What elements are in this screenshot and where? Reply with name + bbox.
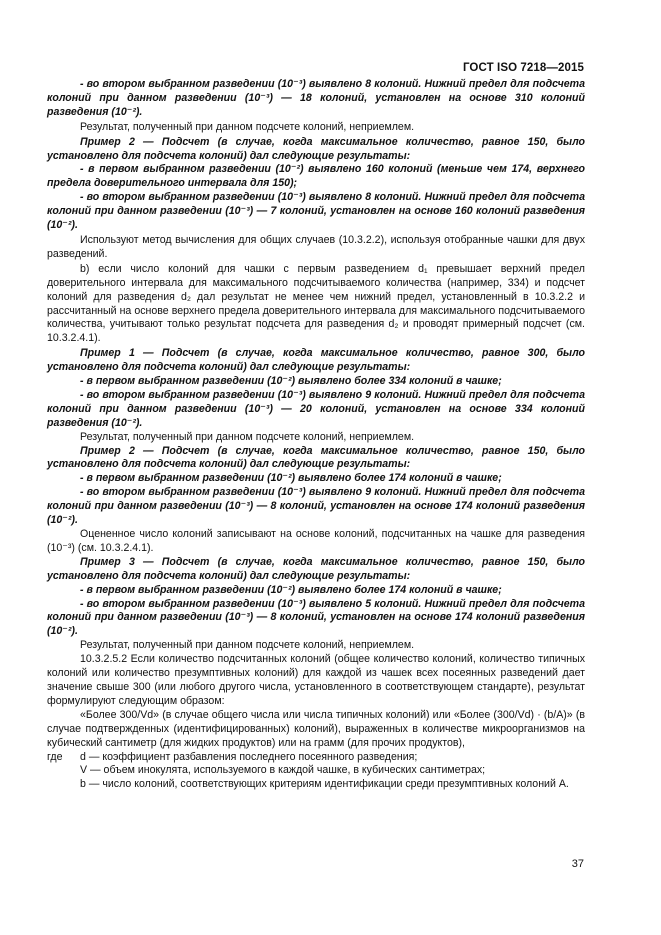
where-label: где <box>47 750 63 763</box>
paragraph-21: «Более 300/Vd» (в случае общего числа или числа типичных колоний) или «Более (300/Vd) · (b/A)» (в случае подтвержденных (идентифицированных) колоний), выраженных в количестве микроорганизмов на кубический сантиметр (для жидких продуктов) или на грамм (для прочих продуктов), <box>47 708 585 749</box>
paragraph-15: Оцененное число колоний записывают на основе колоний, подсчитанных на чашке для разведения (10⁻³) (см. 10.3.2.4.1). <box>47 528 585 554</box>
paragraph-1: - во втором выбранном разведении (10⁻³) выявлено 8 колоний. Нижний предел для подсчета колоний при данном разведении (10⁻³) — 18 колоний, установлен на основе 310 колоний разведения (10⁻²). <box>47 78 585 118</box>
paragraph-19: Результат, полученный при данном подсчете колоний, неприемлем. <box>80 639 415 652</box>
paragraph-7: b) если число колоний для чашки с первым разведением d₁ превышает верхний предел доверительного интервала для максимального подсчитываемого количества (например, 334) и подсчет колоний для разведения d₂ дал результат не менее чем нижний предел, установленный в 10.3.2.2 и рассчитанный на основе верхнего предела доверительного интервала для максимального подсчитываемого количества, учитывают только результат подсчета для разведения d₂ и проводят примерный подсчет (см. 10.3.2.4.1). <box>47 262 585 345</box>
paragraph-12: Пример 2 — Подсчет (в случае, когда максимальное количество, равное 150, было установлено для подсчета колоний) дал следующие результаты: <box>47 444 585 471</box>
paragraph-8: Пример 1 — Подсчет (в случае, когда максимальное количество, равное 300, было установлено для подсчета колоний) дал следующие результаты: <box>47 347 585 374</box>
paragraph-18: - во втором выбранном разведении (10⁻³) выявлено 5 колоний. Нижний предел для подсчета колоний при данном разведении (10⁻³) — 8 колоний, установлен на основе 174 колоний разведения (10⁻²). <box>47 597 585 638</box>
paragraph-10: - во втором выбранном разведении (10⁻³) выявлено 9 колоний. Нижний предел для подсчета колоний при данном разведении (10⁻³) — 20 колоний, установлен на основе 334 колоний разведения (10⁻²). <box>47 388 585 429</box>
paragraph-2: Результат, полученный при данном подсчете колоний, неприемлем. <box>80 120 415 133</box>
where-item-v: V — объем инокулята, используемого в каждой чашке, в кубических сантиметрах; <box>80 764 486 777</box>
where-block <box>47 751 585 765</box>
document-code: ГОСТ ISO 7218—2015 <box>462 62 584 74</box>
paragraph-11: Результат, полученный при данном подсчете колоний, неприемлем. <box>80 430 415 443</box>
paragraph-20: 10.3.2.5.2 Если количество подсчитанных колоний (общее количество колоний, количество типичных колоний или количество презумптивных колоний) для каждой из чашек всех посеянных разведений дает значение свыше 300 (или любого другого числа, установленного в соответствующем стандарте), результат формулируют следующим образом: <box>47 653 585 707</box>
page-number: 37 <box>571 858 584 870</box>
paragraph-9: - в первом выбранном разведении (10⁻²) выявлено более 334 колоний в чашке; <box>80 375 502 388</box>
paragraph-5: - во втором выбранном разведении (10⁻³) выявлено 8 колоний. Нижний предел для подсчета колоний при данном разведении (10⁻³) — 7 колоний, установлен на основе 160 колоний разведения (10⁻²). <box>47 191 585 232</box>
paragraph-16: Пример 3 — Подсчет (в случае, когда максимальное количество, равное 150, было установлено для подсчета колоний) дал следующие результаты: <box>47 555 585 582</box>
document-body <box>47 78 585 792</box>
where-item-b: b — число колоний, соответствующих критериям идентификации среди презумптивных колоний A. <box>80 778 569 791</box>
paragraph-13: - в первом выбранном разведении (10⁻²) выявлено более 174 колоний в чашке; <box>80 472 502 485</box>
paragraph-17: - в первом выбранном разведении (10⁻²) выявлено более 174 колоний в чашке; <box>80 583 502 596</box>
paragraph-3: Пример 2 — Подсчет (в случае, когда максимальное количество, равное 150, было установлено для подсчета колоний) дал следующие результаты: <box>47 135 585 162</box>
paragraph-6: Используют метод вычисления для общих случаев (10.3.2.2), используя отобранные чашки для двух разведений. <box>47 233 585 260</box>
paragraph-14: - во втором выбранном разведении (10⁻³) выявлено 9 колоний. Нижний предел для подсчета колоний при данном разведении (10⁻³) — 8 колоний, установлен на основе 174 колоний разведения (10⁻²). <box>47 486 585 527</box>
where-item-d: d — коэффициент разбавления последнего посеянного разведения; <box>80 750 418 763</box>
paragraph-4: - в первом выбранном разведении (10⁻²) выявлено 160 колоний (меньше чем 174, верхнего предела доверительного интервала для 150); <box>47 163 585 190</box>
